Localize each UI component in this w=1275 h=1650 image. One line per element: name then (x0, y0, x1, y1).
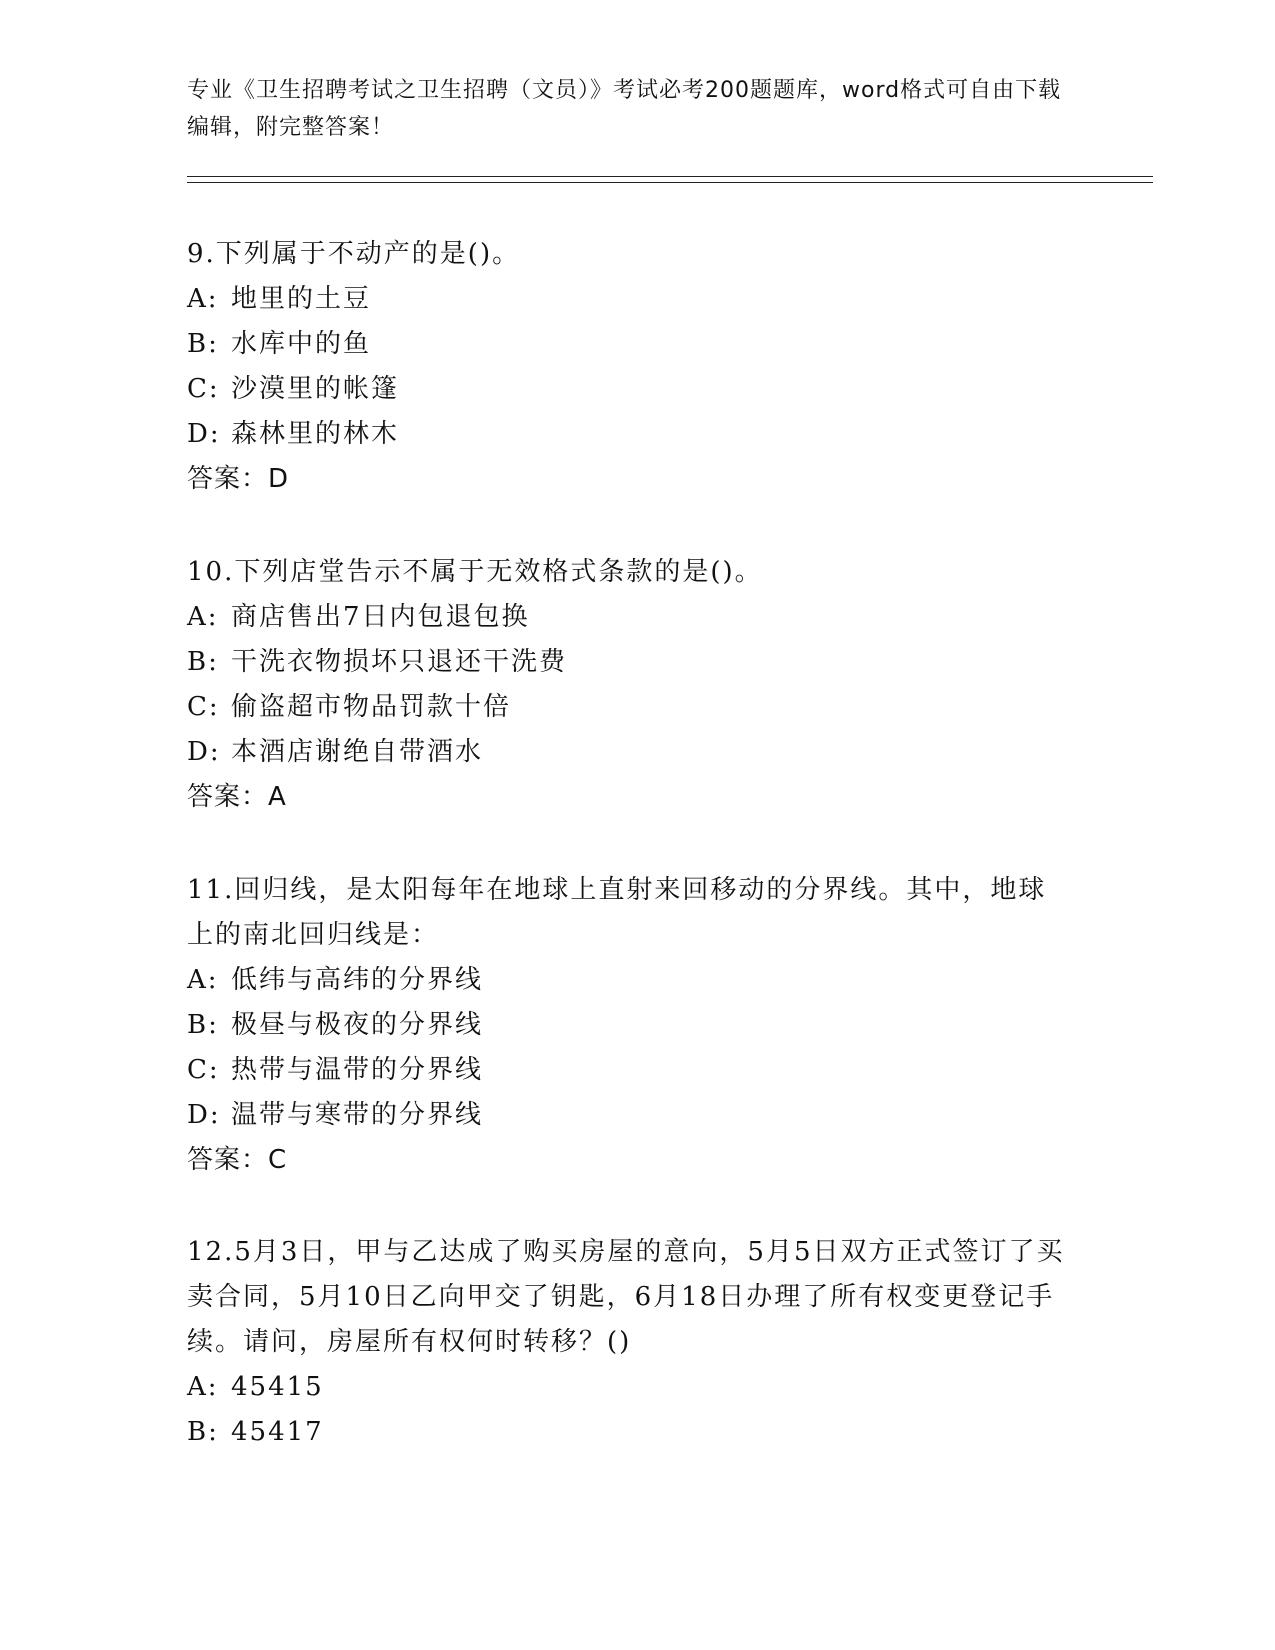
answer-line: 答案：C (187, 1145, 288, 1175)
option-d (187, 1093, 1067, 1138)
question-10 (187, 550, 1067, 820)
option-text: 温带与寒带的分界线 (231, 1100, 484, 1130)
answer-line: 答案：D (187, 464, 290, 494)
option-b (187, 1410, 1067, 1455)
option-b (187, 1003, 1067, 1048)
option-letter: C: (187, 692, 220, 722)
option-text: 沙漠里的帐篷 (231, 374, 400, 404)
answer-line: 答案：A (187, 782, 287, 812)
option-letter: B: (187, 1010, 219, 1040)
option-letter: A: (187, 965, 219, 995)
option-text: 本酒店谢绝自带酒水 (231, 737, 484, 767)
option-text: 干洗衣物损坏只退还干洗费 (231, 647, 568, 677)
option-text: 地里的土豆 (231, 284, 372, 314)
option-d (187, 730, 1067, 775)
option-text: 水库中的鱼 (231, 329, 372, 359)
option-text: 热带与温带的分界线 (231, 1055, 484, 1085)
option-letter: C: (187, 1055, 220, 1085)
option-c (187, 367, 1067, 412)
option-text: 45415 (231, 1372, 324, 1402)
option-letter: A: (187, 602, 219, 632)
option-a (187, 958, 1067, 1003)
option-letter: C: (187, 374, 220, 404)
option-letter: D: (187, 419, 221, 449)
option-c (187, 1048, 1067, 1093)
option-b (187, 322, 1067, 367)
question-9 (187, 232, 1067, 502)
question-11 (187, 868, 1067, 1183)
option-letter: D: (187, 737, 221, 767)
option-letter: B: (187, 1417, 219, 1447)
option-text: 偷盗超市物品罚款十倍 (231, 692, 512, 722)
option-c (187, 685, 1067, 730)
option-a (187, 277, 1067, 322)
option-letter: B: (187, 329, 219, 359)
option-text: 极昼与极夜的分界线 (231, 1010, 484, 1040)
option-a (187, 595, 1067, 640)
option-letter: A: (187, 284, 219, 314)
option-text: 45417 (231, 1417, 324, 1447)
question-stem: 9.下列属于不动产的是()。 (187, 239, 521, 269)
header-divider-top (187, 176, 1153, 177)
option-d (187, 412, 1067, 457)
question-stem: 12.5月3日，甲与乙达成了购买房屋的意向，5月5日双方正式签订了买卖合同，5月10日乙向甲交了钥匙，6月18日办理了所有权变更登记手续。请问，房屋所有权何时转移？() (187, 1237, 1065, 1357)
option-text: 商店售出7日内包退包换 (231, 602, 530, 632)
option-text: 森林里的林木 (231, 419, 400, 449)
option-letter: A: (187, 1372, 219, 1402)
header-divider-bottom (187, 182, 1153, 183)
option-text: 低纬与高纬的分界线 (231, 965, 484, 995)
document-intro: 专业《卫生招聘考试之卫生招聘（文员）》考试必考200题题库，word格式可自由下载编辑，附完整答案！ (187, 78, 1062, 140)
option-letter: D: (187, 1100, 221, 1130)
option-letter: B: (187, 647, 219, 677)
question-stem: 10.下列店堂告示不属于无效格式条款的是()。 (187, 557, 763, 587)
option-b (187, 640, 1067, 685)
question-stem: 11.回归线，是太阳每年在地球上直射来回移动的分界线。其中，地球上的南北回归线是： (187, 875, 1047, 950)
question-12 (187, 1230, 1067, 1455)
option-a (187, 1365, 1067, 1410)
